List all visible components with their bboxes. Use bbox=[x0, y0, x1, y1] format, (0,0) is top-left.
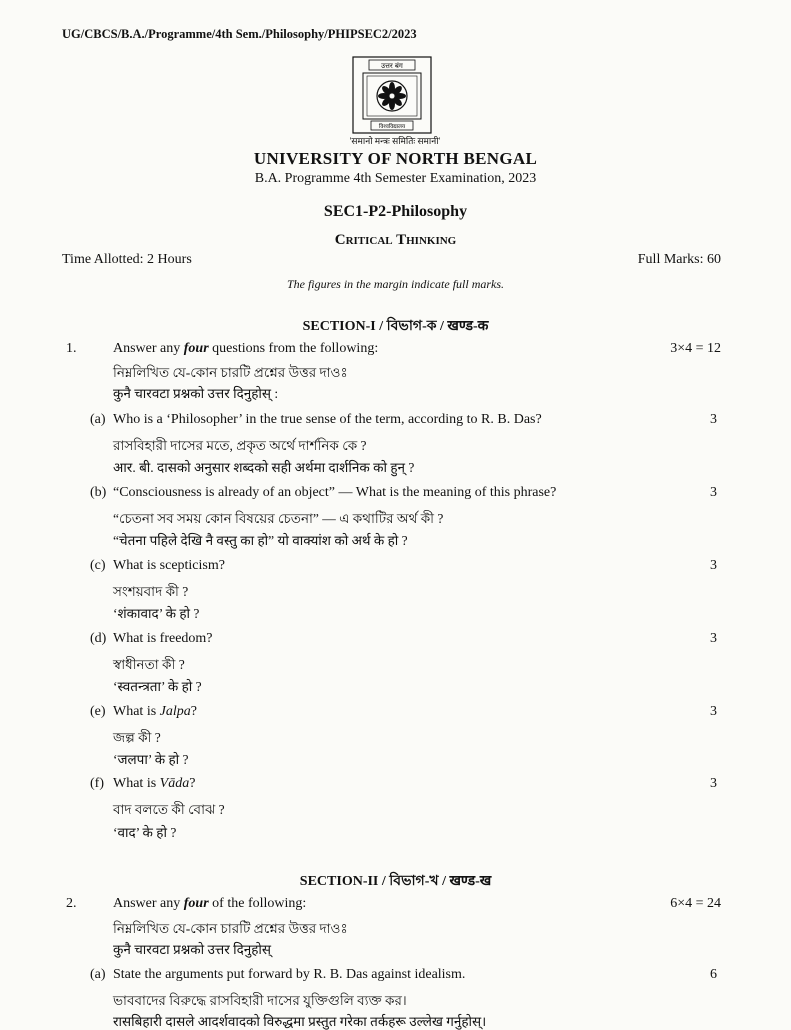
item-english: State the arguments put forward by R. B. Das against idealism. bbox=[113, 967, 466, 982]
item-label: (a) bbox=[90, 412, 106, 427]
question-marks: 3×4 = 12 bbox=[670, 341, 721, 356]
item-nepali: आर. बी. दासको अनुसार शब्दको सही अर्थमा दार्शनिक को हुन् ? bbox=[113, 460, 415, 475]
item-bengali: “চেতনা সব সময় কোন বিষয়ের চেতনা” — এ কথাটির অর্থ কী ? bbox=[113, 511, 444, 526]
item-label: (e) bbox=[90, 704, 106, 719]
instruction-bengali: নিম্নলিখিত যে-কোন চারটি প্রশ্নের উত্তর দাওঃ bbox=[113, 365, 348, 380]
item-label: (f) bbox=[90, 776, 104, 791]
item-marks: 3 bbox=[710, 776, 717, 791]
svg-text:उत्तर बंग: उत्तर बंग bbox=[381, 62, 403, 70]
item-marks: 3 bbox=[710, 485, 717, 500]
item-bengali: রাসবিহারী দাসের মতে, প্রকৃত অর্থে দার্শনিক কে ? bbox=[113, 438, 367, 453]
item-nepali: “चेतना पहिले देखि नै वस्तु का हो” यो वाक्यांश को अर्थ के हो ? bbox=[113, 533, 408, 548]
item-nepali: ‘स्वतन्त्रता’ के हो ? bbox=[113, 679, 202, 694]
section-1-heading: SECTION-I / বিভাগ-ক / खण्ड-क bbox=[302, 319, 489, 334]
item-marks: 3 bbox=[710, 631, 717, 646]
item-label: (a) bbox=[90, 967, 106, 982]
instruction-nepali: कुनै चारवटा प्रश्नको उत्तर दिनुहोस् : bbox=[113, 386, 279, 401]
item-bengali: জল্প কী ? bbox=[113, 730, 161, 745]
time-allotted: Time Allotted: 2 Hours bbox=[62, 252, 192, 267]
question-number: 1. bbox=[66, 341, 77, 356]
item-bengali: স্বাধীনতা কী ? bbox=[113, 657, 185, 672]
item-label: (d) bbox=[90, 631, 107, 646]
instruction-bengali: নিম্নলিখিত যে-কোন চারটি প্রশ্নের উত্তর দাওঃ bbox=[113, 921, 348, 936]
item-english: What is Jalpa? bbox=[113, 704, 197, 719]
svg-text:विश्वविद्यालय: विश्वविद्यालय bbox=[378, 124, 406, 130]
item-english: What is scepticism? bbox=[113, 558, 225, 573]
paper-title: SEC1-P2-Philosophy bbox=[323, 203, 468, 220]
item-nepali: रासबिहारी दासले आदर्शवादको विरुद्धमा प्रस्तुत गरेका तर्कहरू उल्लेख गर्नुहोस्। bbox=[113, 1014, 487, 1029]
instruction-nepali: कुनै चारवटा प्रश्नको उत्तर दिनुहोस् bbox=[113, 942, 272, 957]
margin-note: The figures in the margin indicate full marks. bbox=[286, 277, 505, 291]
item-bengali: সংশয়বাদ কী ? bbox=[113, 584, 189, 599]
paper-code-header: UG/CBCS/B.A./Programme/4th Sem./Philosophy/PHIPSEC2/2023 bbox=[62, 27, 417, 41]
section-2-heading: SECTION-II / বিভাগ-খ / खण्ड-ख bbox=[299, 874, 492, 889]
item-marks: 6 bbox=[710, 967, 717, 982]
item-english: Who is a ‘Philosopher’ in the true sense of the term, according to R. B. Das? bbox=[113, 412, 542, 427]
question-instruction: Answer any four of the following: bbox=[113, 896, 307, 911]
question-instruction: Answer any four questions from the following: bbox=[113, 341, 379, 356]
university-logo bbox=[349, 55, 435, 135]
item-nepali: ‘शंकावाद’ के हो ? bbox=[113, 606, 200, 621]
item-marks: 3 bbox=[710, 558, 717, 573]
university-name: UNIVERSITY OF NORTH BENGAL bbox=[253, 149, 538, 168]
item-label: (c) bbox=[90, 558, 106, 573]
item-english: What is Vāda? bbox=[113, 776, 196, 791]
item-marks: 3 bbox=[710, 704, 717, 719]
item-marks: 3 bbox=[710, 412, 717, 427]
full-marks: Full Marks: 60 bbox=[637, 252, 721, 267]
item-english: What is freedom? bbox=[113, 631, 213, 646]
item-bengali: ভাববাদের বিরুদ্ধে রাসবিহারী দাসের যুক্তিগুলি ব্যক্ত কর। bbox=[113, 993, 407, 1008]
item-label: (b) bbox=[90, 485, 107, 500]
item-nepali: ‘जलपा’ के हो ? bbox=[113, 752, 189, 767]
item-bengali: বাদ বলতে কী বোঝ ? bbox=[113, 802, 225, 817]
motto: 'समानो मन्त्रः समितिः समानी' bbox=[349, 136, 441, 146]
question-marks: 6×4 = 24 bbox=[670, 896, 721, 911]
exam-name: B.A. Programme 4th Semester Examination, 2023 bbox=[254, 171, 537, 186]
item-english: “Consciousness is already of an object” — What is the meaning of this phrase? bbox=[113, 485, 557, 500]
item-nepali: ‘वाद’ के हो ? bbox=[113, 825, 177, 840]
question-number: 2. bbox=[66, 896, 77, 911]
subject-title: Critical Thinking bbox=[334, 232, 457, 248]
